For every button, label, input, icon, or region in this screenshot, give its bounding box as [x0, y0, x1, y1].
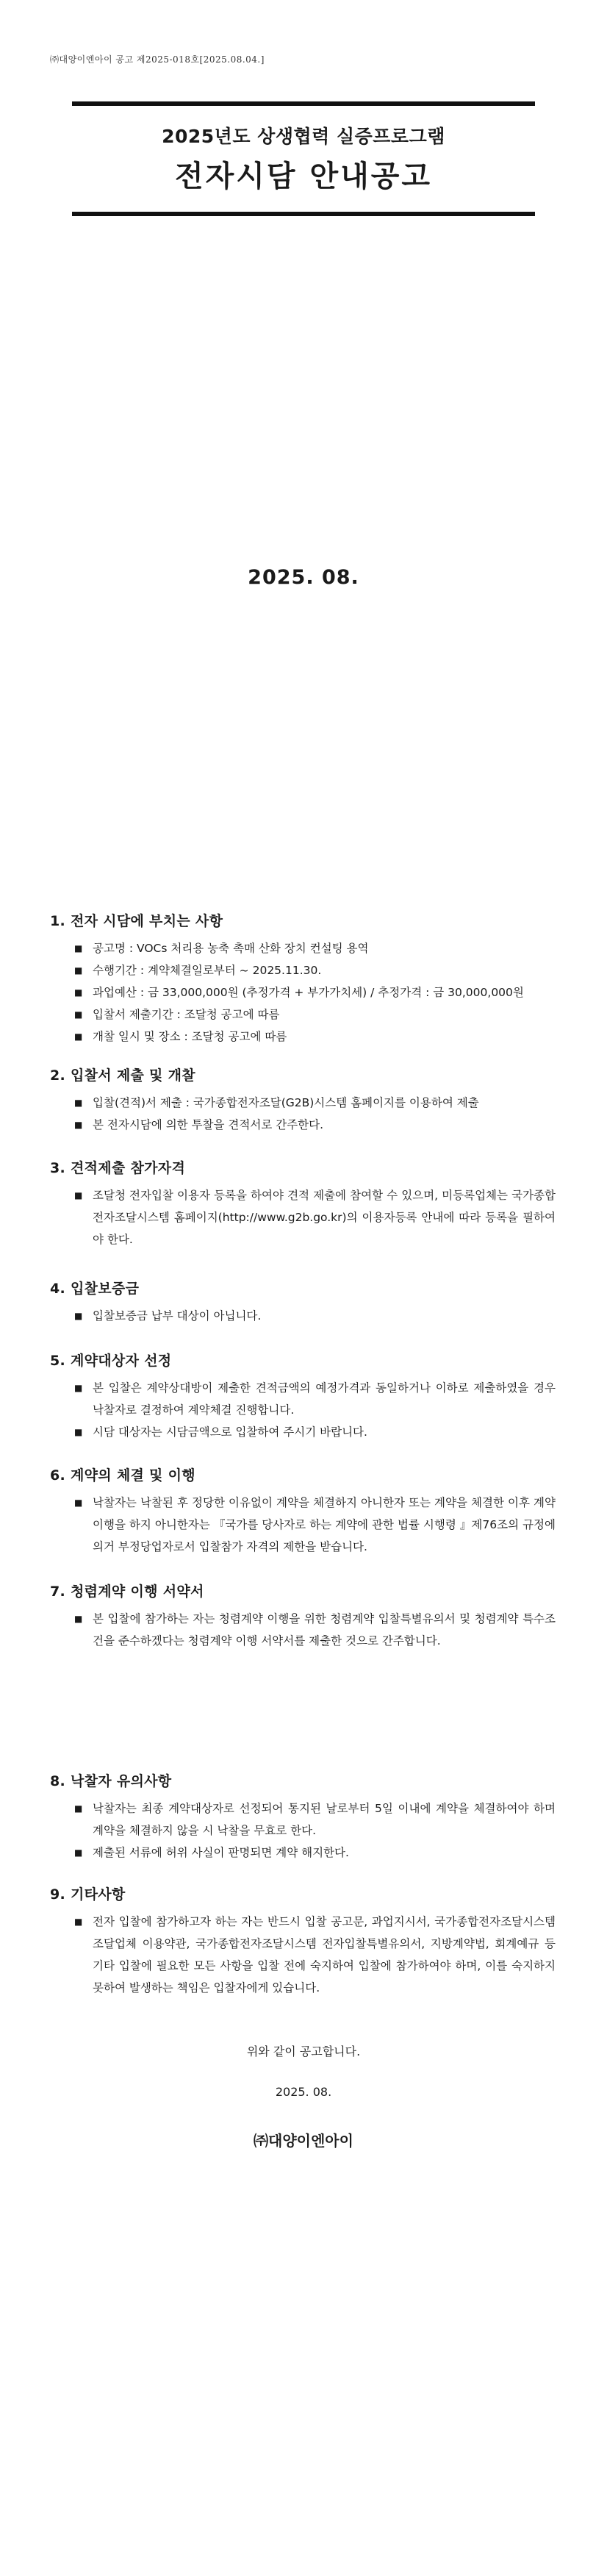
bullet-icon: ■ [74, 943, 83, 954]
item-text: 입찰(견적)서 제출 : 국가종합전자조달(G2B)시스템 홈페이지를 이용하여 제출 [93, 1096, 479, 1109]
section-1 [50, 910, 557, 1048]
bullet-icon: ■ [74, 1803, 83, 1814]
item-text: 입찰보증금 납부 대상이 아닙니다. [93, 1309, 262, 1323]
bullet-icon: ■ [74, 1031, 83, 1042]
list-item [50, 1026, 557, 1048]
item-text: 낙찰자는 낙찰된 후 정당한 이유없이 계약을 체결하지 아니한자 또는 계약을 체결한 이후 계약이행을 하지 아니한자는 『국가를 당사자로 하는 계약에 관한 법률 시행령 』제76조의 규정에 의거 부정당업자로서 입찰참가 자격의 제한을 받습니다. [93, 1496, 556, 1553]
title-rule-bottom [72, 212, 535, 216]
section-title: 7. 청렴계약 이행 서약서 [50, 1584, 204, 1600]
section-title: 3. 견적제출 참가자격 [50, 1160, 186, 1176]
section-7 [50, 1581, 557, 1652]
list-item [50, 1421, 557, 1443]
bullet-icon: ■ [74, 1383, 83, 1393]
item-text: 전자 입찰에 참가하고자 하는 자는 반드시 입찰 공고문, 과업지시서, 국가종합전자조달시스템 조달업체 이용약관, 국가종합전자조달시스템 전자입찰특별유의서, 지방계약법, 회계예규 등 기타 입찰에 필요한 모든 사항을 입찰 전에 숙지하여 입찰에 참가하여야 하며, 이를 숙지하지 못하여 발생하는 책임은 입찰자에게 있습니다. [93, 1915, 556, 1994]
list-item [50, 1184, 557, 1251]
section-title: 1. 전자 시담에 부치는 사항 [50, 913, 223, 929]
section-title: 8. 낙찰자 유의사항 [50, 1773, 172, 1789]
bullet-icon: ■ [74, 965, 83, 976]
document-subtitle: 2025년도 상생협력 실증프로그램 [162, 126, 445, 147]
issuing-organization: ㈜대양이엔아이 [254, 2132, 353, 2150]
bullet-icon: ■ [74, 1190, 83, 1201]
section-5 [50, 1350, 557, 1443]
item-text: 본 입찰은 계약상대방이 제출한 견적금액의 예정가격과 동일하거나 이하로 제출하였을 경우 낙찰자로 결정하여 계약체결 진행합니다. [93, 1381, 556, 1417]
bullet-icon: ■ [74, 1120, 83, 1130]
document-title: 전자시담 안내공고 [174, 160, 433, 193]
list-item [50, 1305, 557, 1327]
bullet-icon: ■ [74, 1917, 83, 1927]
section-title: 9. 기타사항 [50, 1886, 126, 1903]
item-text: 개찰 일시 및 장소 : 조달청 공고에 따름 [93, 1030, 287, 1043]
closing-statement: 위와 같이 공고합니다. [246, 2044, 361, 2058]
list-item [50, 937, 557, 959]
item-text: 과업예산 : 금 33,000,000원 (추정가격 + 부가가치세) / 추정가격 : 금 30,000,000원 [93, 986, 524, 999]
bullet-icon: ■ [74, 1498, 83, 1508]
section-4 [50, 1278, 557, 1327]
section-items [50, 1184, 557, 1251]
bullet-icon: ■ [74, 1427, 83, 1437]
item-text: 제출된 서류에 허위 사실이 판명되면 계약 해지한다. [93, 1846, 349, 1859]
section-9 [50, 1883, 557, 1999]
section-title: 4. 입찰보증금 [50, 1281, 140, 1297]
list-item [50, 1797, 557, 1842]
item-text: 낙찰자는 최종 계약대상자로 선정되어 통지된 날로부터 5일 이내에 계약을 체결하여야 하며 계약을 체결하지 않을 시 낙찰을 무효로 한다. [93, 1802, 556, 1837]
item-text: 조달청 전자입찰 이용자 등록을 하여야 견적 제출에 참여할 수 있으며, 미등록업체는 국가종합전자조달시스템 홈페이지(http://www.g2b.go.kr)의 이용자등록 안내에 따라 등록을 필하여야 한다. [93, 1189, 556, 1246]
closing-date: 2025. 08. [275, 2085, 332, 2099]
list-item [50, 959, 557, 981]
section-items [50, 1492, 557, 1558]
list-item [50, 1608, 557, 1652]
section-items [50, 1797, 557, 1864]
bullet-icon: ■ [74, 1098, 83, 1108]
item-text: 공고명 : VOCs 처리용 농축 촉매 산화 장치 컨설팅 용역 [93, 942, 369, 955]
section-items [50, 1092, 557, 1136]
item-text: 수행기간 : 계약체결일로부터 ~ 2025.11.30. [93, 964, 322, 977]
list-item [50, 1092, 557, 1114]
list-item [50, 1492, 557, 1558]
bullet-icon: ■ [74, 1614, 83, 1624]
list-item [50, 1842, 557, 1864]
bullet-icon: ■ [74, 1009, 83, 1020]
list-item [50, 1003, 557, 1026]
section-title: 2. 입찰서 제출 및 개찰 [50, 1067, 195, 1084]
section-3 [50, 1157, 557, 1251]
cover-date: 2025. 08. [248, 566, 359, 589]
section-items [50, 1377, 557, 1443]
list-item [50, 981, 557, 1003]
item-text: 입찰서 제출기간 : 조달청 공고에 따름 [93, 1008, 280, 1021]
list-item [50, 1911, 557, 1999]
section-items [50, 1608, 557, 1652]
section-title: 5. 계약대상자 선정 [50, 1353, 172, 1369]
section-items [50, 937, 557, 1048]
bullet-icon: ■ [74, 1847, 83, 1858]
list-item [50, 1114, 557, 1136]
list-item [50, 1377, 557, 1421]
item-text: 본 입찰에 참가하는 자는 청렴계약 이행을 위한 청렴계약 입찰특별유의서 및 청렴계약 특수조건을 준수하겠다는 청렴계약 이행 서약서를 제출한 것으로 간주합니다. [93, 1612, 556, 1647]
title-rule-top [72, 101, 535, 106]
section-2 [50, 1065, 557, 1136]
section-items [50, 1911, 557, 1999]
bullet-icon: ■ [74, 1311, 83, 1321]
section-6 [50, 1464, 557, 1558]
item-text: 시담 대상자는 시담금액으로 입찰하여 주시기 바랍니다. [93, 1425, 367, 1439]
item-text: 본 전자시담에 의한 투찰을 견적서로 간주한다. [93, 1118, 324, 1131]
section-8 [50, 1770, 557, 1864]
bullet-icon: ■ [74, 987, 83, 998]
section-items [50, 1305, 557, 1327]
section-title: 6. 계약의 체결 및 이행 [50, 1467, 195, 1484]
document-number: ㈜대양이엔아이 공고 제2025-018호[2025.08.04.] [50, 54, 265, 65]
